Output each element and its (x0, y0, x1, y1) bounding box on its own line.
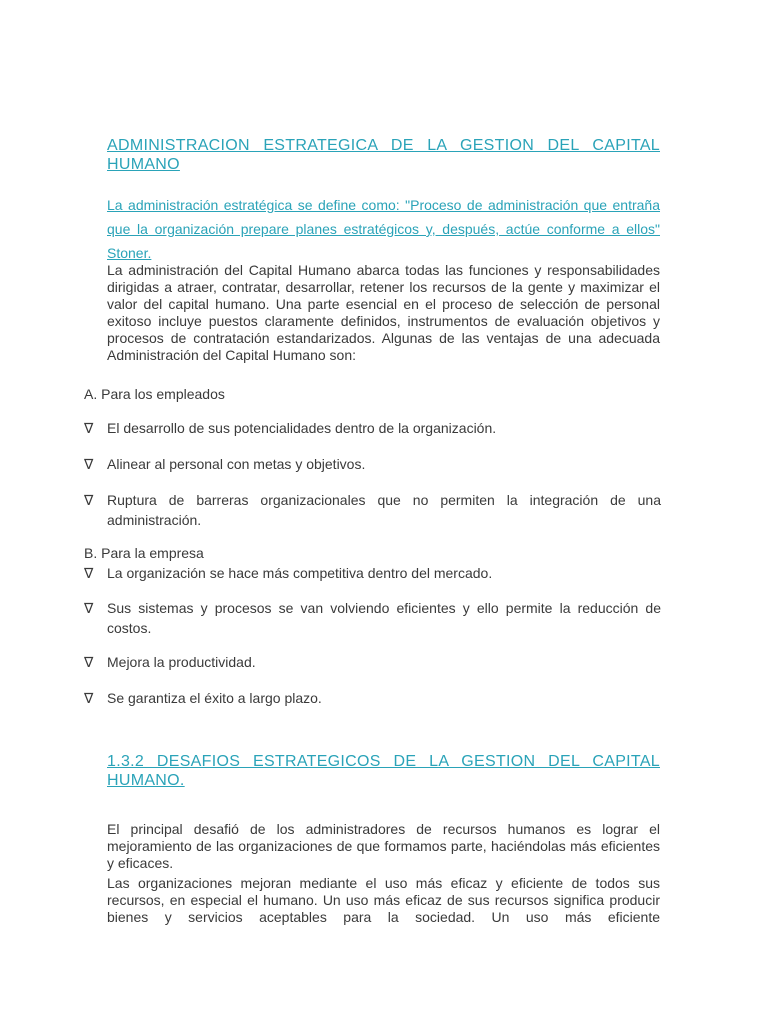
list-item (84, 688, 661, 708)
list-item (84, 598, 661, 638)
bullet-icon: ∇ (84, 456, 94, 472)
list-item-text: Mejora la productividad. (107, 654, 256, 670)
list-item (84, 490, 661, 530)
list-item-text: La organización se hace más competitiva dentro del mercado. (107, 565, 493, 581)
improvement-paragraph: Las organizaciones mejoran mediante el uso más eficaz y eficiente de todos sus recursos, en especial el humano. Un uso más eficaz de sus recursos significa producir bienes y servicios aceptables para la sociedad. Un uso más eficiente (107, 875, 660, 925)
bullet-icon: ∇ (84, 600, 94, 616)
intro-paragraph: La administración del Capital Humano abarca todas las funciones y responsabilidades dirigidas a atraer, contratar, desarrollar, retener los recursos de la gente y maximizar el valor del capital humano. Una parte esencial en el proceso de selección de personal exitoso incluye puestos claramente definidos, instrumentos de evaluación objetivos y procesos de contratación estandarizados. Algunas de las ventajas de una adecuada Administración del Capital Humano son: (107, 262, 660, 363)
bullet-icon: ∇ (84, 654, 94, 670)
list-item (84, 652, 661, 672)
list-item (84, 418, 661, 438)
list-item (84, 563, 661, 583)
list-item-text: Se garantiza el éxito a largo plazo. (107, 690, 322, 706)
list-item-text: Ruptura de barreras organizacionales que no permiten la integración de una administración. (107, 492, 661, 528)
bullet-icon: ∇ (84, 492, 94, 508)
bullet-icon: ∇ (84, 565, 94, 581)
section-a-label: A. Para los empleados (84, 386, 225, 402)
challenge-paragraph: El principal desafió de los administradores de recursos humanos es lograr el mejoramiento de las organizaciones de que formamos parte, haciéndolas más eficientes y eficaces. (107, 821, 660, 871)
section-b-label: B. Para la empresa (84, 545, 204, 561)
section-heading-2: 1.3.2 DESAFIOS ESTRATEGICOS DE LA GESTION DEL CAPITAL HUMANO. (107, 753, 660, 789)
definition-quote: La administración estratégica se define como: "Proceso de administración que entraña que la organización prepare planes estratégicos y, después, actúe conforme a ellos" Stoner. (107, 197, 660, 261)
list-item-text: El desarrollo de sus potencialidades dentro de la organización. (107, 420, 497, 436)
list-item-text: Sus sistemas y procesos se van volviendo eficientes y ello permite la reducción de costos. (107, 600, 661, 636)
bullet-icon: ∇ (84, 420, 94, 436)
list-item (84, 454, 661, 474)
section-heading-1: ADMINISTRACION ESTRATEGICA DE LA GESTION DEL CAPITAL HUMANO (107, 137, 660, 173)
bullet-icon: ∇ (84, 690, 94, 706)
list-item-text: Alinear al personal con metas y objetivos. (107, 456, 366, 472)
